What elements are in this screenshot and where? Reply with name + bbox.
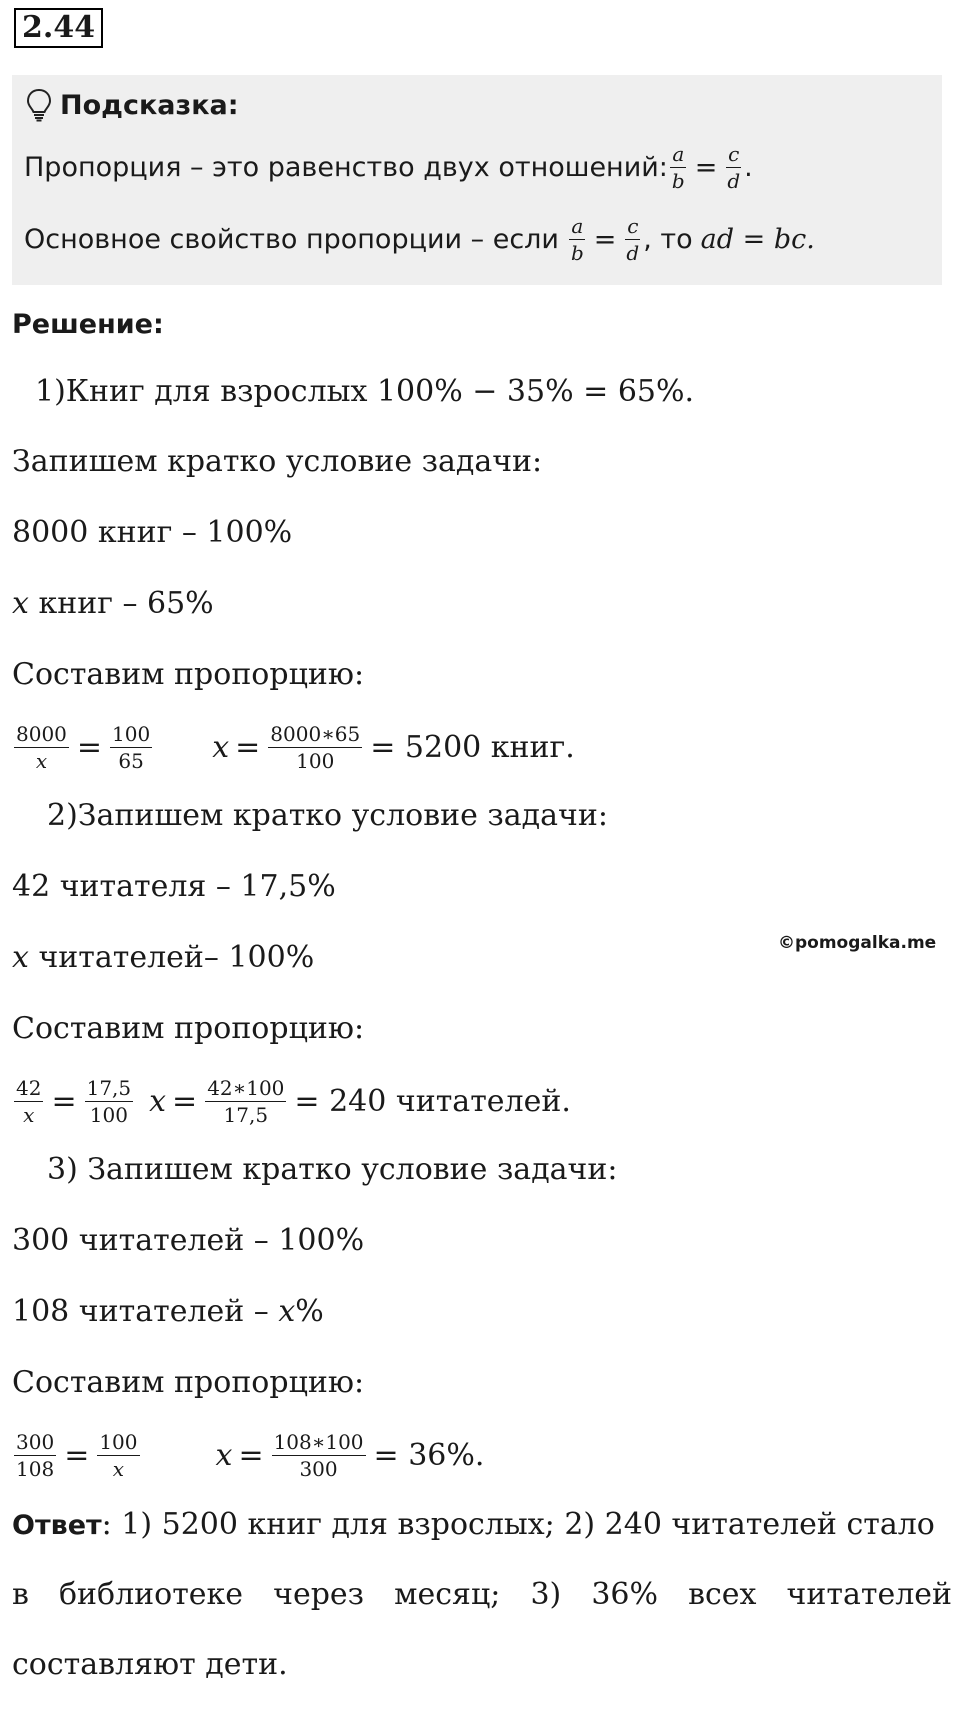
fraction-c-d [725, 141, 742, 193]
numerator: 42∗100 [207, 1075, 285, 1100]
hint-line-2 [24, 207, 815, 271]
numerator: 100 [112, 721, 151, 746]
fraction [85, 1075, 134, 1127]
numerator: 300 [16, 1429, 55, 1454]
fraction [110, 721, 152, 773]
fraction [272, 1429, 366, 1481]
fraction [97, 1429, 139, 1481]
denominator: x [35, 748, 48, 773]
fraction-a-b [670, 141, 687, 193]
var-x: x [149, 1083, 167, 1119]
s1-line-2 [12, 584, 214, 624]
denominator: 100 [89, 1102, 128, 1127]
answer-word: библиотеке [58, 1577, 244, 1612]
numerator: a [571, 213, 584, 238]
fraction-c-d [624, 213, 641, 265]
solution-heading: Решение: [12, 309, 164, 340]
answer-word: 3) [530, 1577, 562, 1612]
equals-sign: = [64, 1437, 90, 1473]
s1-proportion [12, 712, 575, 782]
var-x: x [12, 940, 29, 975]
hint-line-1 [24, 135, 753, 199]
hint-title: Подсказка: [60, 89, 239, 121]
equals-sign: = [235, 729, 261, 765]
fraction [268, 721, 362, 773]
s2-result: = 240 читателей. [294, 1083, 571, 1119]
numerator: a [672, 141, 685, 166]
fraction [205, 1075, 286, 1127]
numerator: 108∗100 [273, 1429, 364, 1454]
s3-line-2-pre: 108 читателей – [12, 1294, 279, 1329]
make-proportion-2: Составим пропорцию: [12, 1011, 365, 1046]
step-2: 2)Запишем кратко условие задачи: [47, 798, 608, 833]
fraction-a-b [569, 213, 586, 265]
numerator: c [728, 141, 740, 166]
s3-proportion [12, 1420, 484, 1490]
numerator: 100 [99, 1429, 138, 1454]
denominator: x [112, 1456, 125, 1481]
var-x: x [278, 1294, 296, 1329]
answer-word: в [12, 1577, 29, 1612]
hint-then: , то [643, 223, 693, 255]
hint-line2-text: Основное свойство пропорции – если [24, 223, 559, 255]
condition-intro-1: Запишем кратко условие задачи: [12, 444, 543, 479]
numerator: 8000 [16, 721, 67, 746]
denominator: 17,5 [223, 1102, 269, 1127]
answer-line1-text: : 1) 5200 книг для взрослых; 2) 240 читателей стало [101, 1507, 935, 1542]
make-proportion-3: Составим пропорцию: [12, 1365, 365, 1400]
answer-line-1 [12, 1505, 952, 1575]
answer-line-2 [12, 1575, 952, 1645]
equals-sign: = [76, 729, 103, 765]
equals-sign: = [593, 223, 617, 255]
percent-sign: % [295, 1294, 324, 1329]
answer-word: 36% [591, 1577, 658, 1612]
fraction [14, 1429, 56, 1481]
period: . [744, 151, 753, 183]
var-x: x [212, 729, 230, 765]
hint-box [12, 75, 942, 285]
lightbulb-icon [26, 88, 52, 122]
s1-line-1: 8000 книг – 100% [12, 515, 293, 550]
s2-line-1: 42 читателя – 17,5% [12, 869, 336, 904]
equals-sign: = [172, 1083, 198, 1119]
denominator: 65 [118, 748, 144, 773]
answer-word: всех [688, 1577, 757, 1612]
step-3: 3) Запишем кратко условие задачи: [47, 1152, 618, 1187]
numerator: 8000∗65 [270, 721, 361, 746]
watermark: ©pomogalka.me [778, 933, 937, 953]
s3-line-1: 300 читателей – 100% [12, 1223, 365, 1258]
denominator: 108 [16, 1456, 55, 1481]
s3-line-2 [12, 1292, 324, 1332]
denominator: d [626, 240, 640, 265]
s2-proportion [12, 1066, 571, 1136]
denominator: 100 [296, 748, 335, 773]
answer-word: через [273, 1577, 365, 1612]
hint-rule: ad = bc. [700, 223, 815, 255]
denominator: 300 [299, 1456, 338, 1481]
denominator: x [23, 1102, 35, 1127]
var-x: x [215, 1437, 233, 1473]
denominator: b [570, 240, 584, 265]
equals-sign: = [238, 1437, 264, 1473]
numerator: c [627, 213, 639, 238]
s3-result: = 36%. [373, 1437, 485, 1473]
hint-line1-text: Пропорция – это равенство двух отношений: [24, 151, 668, 183]
step-1: 1)Книг для взрослых 100% − 35% = 65%. [35, 374, 695, 409]
make-proportion-1: Составим пропорцию: [12, 657, 365, 692]
s2-line-2-rest: читателей– 100% [28, 940, 315, 975]
equals-sign: = [51, 1083, 77, 1119]
fraction [14, 721, 69, 773]
s1-line-2-rest: книг – 65% [28, 586, 214, 621]
hint-header [26, 85, 239, 125]
answer-word: читателей [786, 1577, 952, 1612]
answer-line-3: составляют дети. [12, 1647, 288, 1682]
s1-result: = 5200 книг. [370, 729, 575, 765]
equals-sign: = [694, 151, 718, 183]
s2-line-2 [12, 938, 314, 978]
fraction [14, 1075, 43, 1127]
var-x: x [12, 586, 29, 621]
denominator: d [727, 168, 741, 193]
answer-word: месяц; [394, 1577, 501, 1612]
answer-label: Ответ [12, 1510, 102, 1541]
numerator: 42 [16, 1075, 42, 1100]
denominator: b [671, 168, 685, 193]
answer-block [12, 1505, 952, 1715]
numerator: 17,5 [86, 1075, 132, 1100]
problem-number: 2.44 [14, 8, 103, 48]
